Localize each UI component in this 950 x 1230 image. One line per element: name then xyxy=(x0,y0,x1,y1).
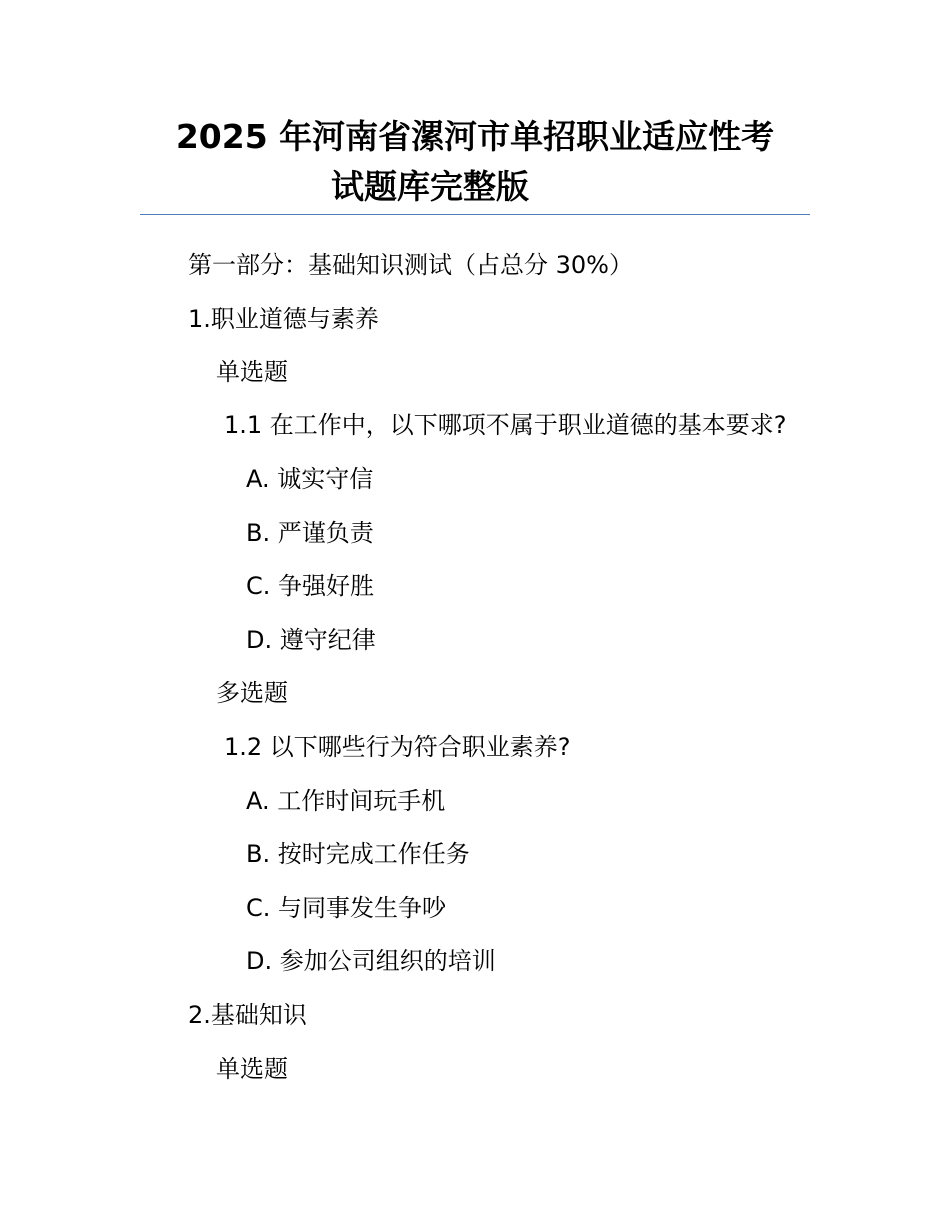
question-1-1-stem: 1.1 在工作中，以下哪项不属于职业道德的基本要求? xyxy=(224,411,787,439)
question-1-2-option-b: B. 按时完成工作任务 xyxy=(246,840,470,868)
multi-choice-label: 多选题 xyxy=(216,679,288,707)
question-1-2-option-a: A. 工作时间玩手机 xyxy=(246,787,446,815)
section-2-single-choice-label: 单选题 xyxy=(216,1055,288,1083)
part-heading: 第一部分：基础知识测试（占总分 30%） xyxy=(188,251,633,279)
document-title-line-1: 2025 年河南省漯河市单招职业适应性考 xyxy=(175,117,775,156)
question-1-1-option-c: C. 争强好胜 xyxy=(246,572,375,600)
document-title-line-2: 试题库完整版 xyxy=(331,167,529,206)
question-1-1-option-b: B. 严谨负责 xyxy=(246,519,374,547)
question-1-2-option-d: D. 参加公司组织的培训 xyxy=(246,947,496,975)
question-1-1-option-a: A. 诚实守信 xyxy=(246,465,374,493)
title-divider xyxy=(140,214,810,215)
single-choice-label: 单选题 xyxy=(216,358,288,386)
question-1-1-option-d: D. 遵守纪律 xyxy=(246,626,376,654)
section-2-heading: 2.基础知识 xyxy=(188,1001,307,1029)
section-1-heading: 1.职业道德与素养 xyxy=(188,305,379,333)
question-1-2-stem: 1.2 以下哪些行为符合职业素养? xyxy=(224,733,571,761)
question-1-2-option-c: C. 与同事发生争吵 xyxy=(246,894,447,922)
